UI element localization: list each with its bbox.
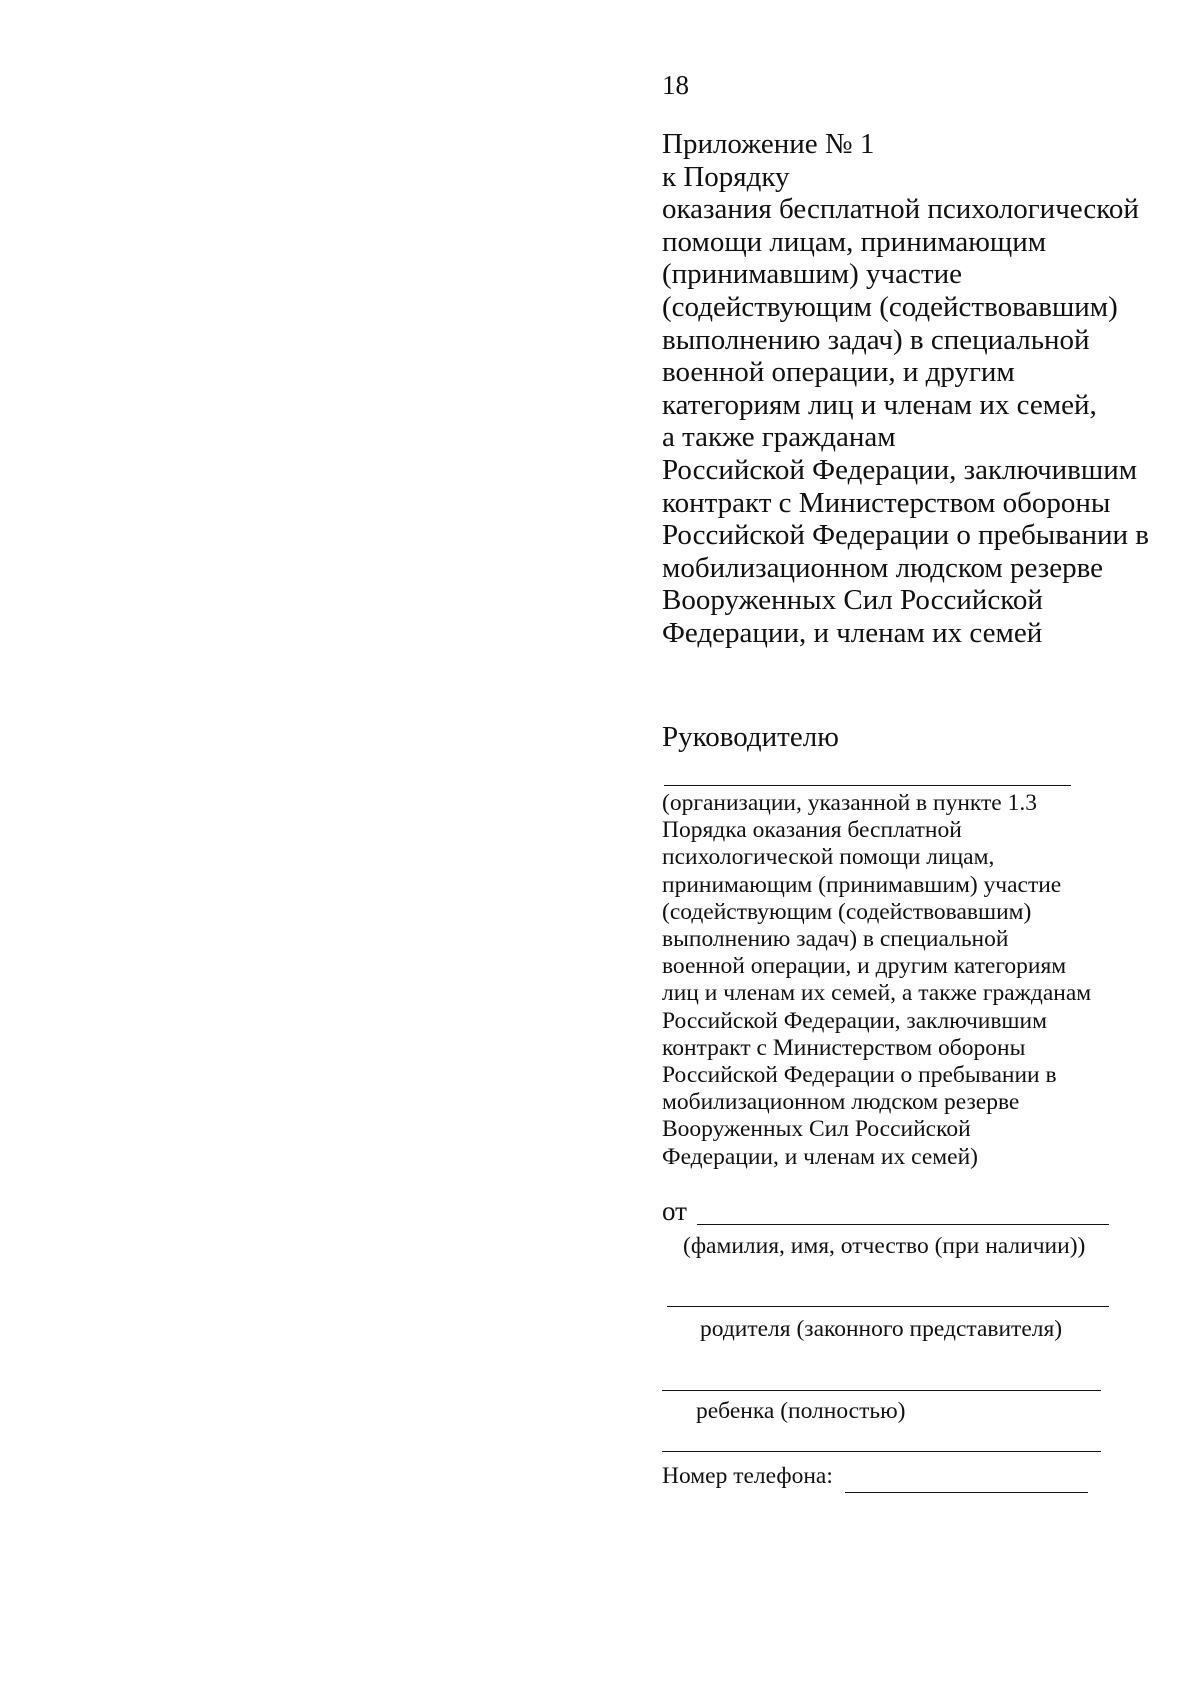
organization-note-block: [662, 790, 1091, 1171]
organization-note-line: Российской Федерации о пребывании в: [662, 1062, 1057, 1089]
organization-note-line: мобилизационном людском резерве: [662, 1089, 1020, 1116]
from-label: от: [662, 1196, 687, 1226]
organization-note-line: Российской Федерации, заключившим: [662, 1007, 1047, 1034]
organization-note-line: выполнению задач) в специальной: [662, 926, 1009, 953]
appendix-line: Федерации, и членам их семей: [662, 616, 1043, 649]
phone-number-blank-line: [845, 1492, 1088, 1493]
appendix-line: Вооруженных Сил Российской: [662, 584, 1043, 617]
full-name-caption: (фамилия, имя, отчество (при наличии)): [683, 1233, 1086, 1259]
page-number: 18: [662, 70, 689, 100]
appendix-line: военной операции, и другим: [662, 356, 1015, 389]
appendix-line: Российской Федерации о пребывании в: [662, 519, 1149, 552]
appendix-line: а также гражданам: [662, 421, 896, 454]
appendix-line: выполнению задач) в специальной: [662, 323, 1090, 356]
appendix-line: (принимавшим) участие: [662, 258, 962, 291]
organization-note-line: контракт с Министерством обороны: [662, 1034, 1026, 1061]
organization-note-line: психологической помощи лицам,: [662, 844, 995, 871]
organization-note-line: (организации, указанной в пункте 1.3: [662, 790, 1037, 816]
organization-note-line: лиц и членам их семей, а также гражданам: [662, 980, 1092, 1007]
appendix-line: категориям лиц и членам их семей,: [662, 388, 1097, 421]
appendix-line: мобилизационном людском резерве: [662, 551, 1103, 584]
child-caption: ребенка (полностью): [696, 1398, 906, 1424]
organization-note-line: военной операции, и другим категориям: [662, 953, 1067, 980]
organization-note-line: (содействующим (содействовавшим): [662, 898, 1032, 925]
phone-label: Номер телефона:: [662, 1463, 833, 1489]
appendix-line: (содействующим (содействовавшим): [662, 290, 1118, 323]
full-name-blank-line: [697, 1224, 1109, 1225]
appendix-line: Российской Федерации, заключившим: [662, 453, 1138, 486]
child-name-blank-line: [662, 1390, 1101, 1391]
appendix-line: помощи лицам, принимающим: [662, 225, 1047, 258]
parent-name-blank-line: [667, 1306, 1109, 1307]
organization-note-line: Вооруженных Сил Российской: [662, 1116, 971, 1143]
parent-caption: родителя (законного представителя): [700, 1316, 1063, 1342]
organization-note-line: принимающим (принимавшим) участие: [662, 871, 1062, 898]
appendix-line: контракт с Министерством обороны: [662, 486, 1111, 519]
organization-name-blank-line: [664, 785, 1071, 786]
organization-note-line: Порядка оказания бесплатной: [662, 817, 962, 844]
organization-note-line: Федерации, и членам их семей): [662, 1143, 978, 1170]
additional-blank-line: [662, 1451, 1101, 1452]
appendix-line: Приложение № 1: [662, 128, 875, 160]
addressee-title: Руководителю: [662, 721, 839, 753]
appendix-line: к Порядку: [662, 160, 790, 193]
appendix-heading-block: [662, 128, 1149, 650]
appendix-line: оказания бесплатной психологической: [662, 193, 1139, 226]
